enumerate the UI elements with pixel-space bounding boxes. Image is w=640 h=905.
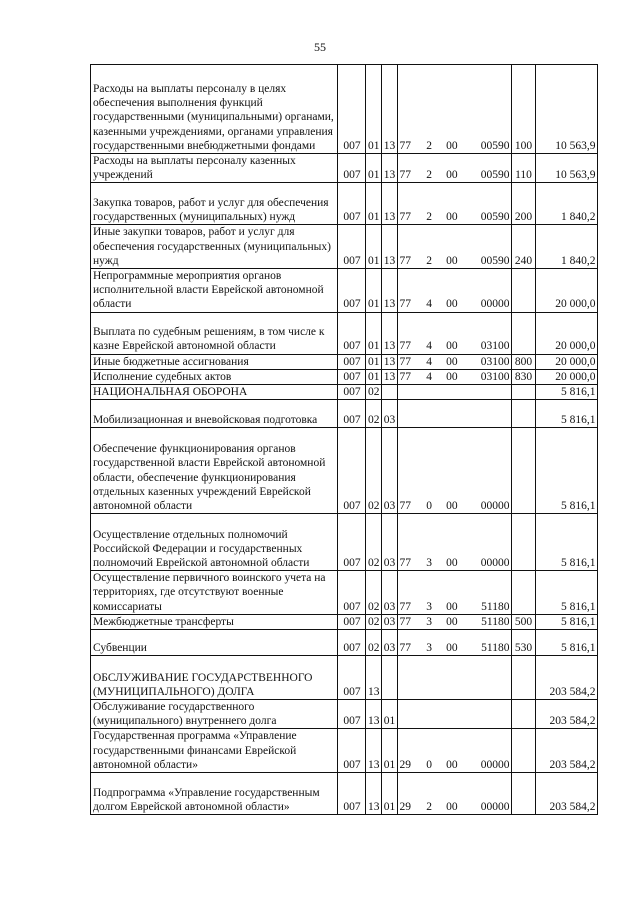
code-subprogram: 4 (426, 298, 433, 311)
code-program: 77 (399, 600, 411, 613)
row-section-code: 01 (366, 354, 382, 369)
code-subprogram: 3 (426, 600, 433, 613)
table-row (91, 656, 598, 700)
row-target-article-code (397, 312, 511, 354)
row-amount: 20 000,0 (535, 312, 597, 354)
table-row (91, 630, 598, 656)
code-group: 00 (446, 557, 458, 570)
row-target-article-code (397, 183, 511, 225)
row-section-code: 01 (366, 154, 382, 183)
row-name: Государственная программа «Управление государственными финансами Еврейской автономной области» (91, 729, 338, 773)
row-subsection-code: 13 (381, 369, 397, 384)
row-grbs-code: 007 (338, 183, 366, 225)
code-program: 77 (399, 340, 411, 353)
code-subprogram: 3 (426, 615, 433, 628)
row-expense-type-code: 500 (511, 614, 535, 629)
code-group: 00 (446, 340, 458, 353)
row-name: Осуществление первичного воинского учета на территориях, где отсутствуют военные комиссариаты (91, 571, 338, 615)
code-subprogram: 2 (426, 211, 433, 224)
code-group: 00 (446, 500, 458, 513)
row-name: Обслуживание государственного (муниципального) внутреннего долга (91, 700, 338, 729)
row-section-code: 02 (366, 571, 382, 615)
row-amount: 203 584,2 (535, 729, 597, 773)
code-direction: 00000 (480, 557, 510, 570)
row-grbs-code: 007 (338, 571, 366, 615)
row-amount: 20 000,0 (535, 354, 597, 369)
table-row (91, 65, 598, 154)
row-section-code: 13 (366, 700, 382, 729)
table-row (91, 773, 598, 815)
row-name: Иные закупки товаров, работ и услуг для обеспечения государственных (муниципальных) нужд (91, 225, 338, 269)
row-target-article-code (397, 154, 511, 183)
row-subsection-code (381, 656, 397, 700)
row-amount: 1 840,2 (535, 183, 597, 225)
code-program: 29 (399, 758, 411, 771)
code-subprogram: 2 (426, 254, 433, 267)
row-name: ОБСЛУЖИВАНИЕ ГОСУДАРСТВЕННОГО (МУНИЦИПАЛЬНОГО) ДОЛГА (91, 656, 338, 700)
row-amount: 5 816,1 (535, 514, 597, 571)
row-subsection-code: 03 (381, 428, 397, 514)
page-number: 55 (314, 40, 326, 54)
code-subprogram: 0 (426, 500, 433, 513)
code-program: 77 (399, 211, 411, 224)
row-subsection-code: 01 (381, 700, 397, 729)
row-section-code: 01 (366, 269, 382, 313)
code-program: 77 (399, 557, 411, 570)
code-subprogram: 2 (426, 139, 433, 152)
row-name: Закупка товаров, работ и услуг для обеспечения государственных (муниципальных) нужд (91, 183, 338, 225)
code-direction: 00590 (480, 211, 510, 224)
row-subsection-code: 13 (381, 354, 397, 369)
row-name: Подпрограмма «Управление государственным долгом Еврейской автономной области» (91, 773, 338, 815)
code-direction: 00590 (480, 139, 510, 152)
row-grbs-code: 007 (338, 428, 366, 514)
row-subsection-code: 13 (381, 269, 397, 313)
row-grbs-code: 007 (338, 656, 366, 700)
row-target-article-code (397, 656, 511, 700)
row-amount: 5 816,1 (535, 400, 597, 428)
code-subprogram: 3 (426, 641, 433, 654)
row-section-code: 02 (366, 614, 382, 629)
row-expense-type-code: 530 (511, 630, 535, 656)
row-name: Исполнение судебных актов (91, 369, 338, 384)
row-target-article-code (397, 385, 511, 400)
row-name: Осуществление отдельных полномочий Российской Федерации и государственных полномочий Еврейской автономной области (91, 514, 338, 571)
row-section-code: 02 (366, 630, 382, 656)
code-group: 00 (446, 254, 458, 267)
row-subsection-code: 13 (381, 65, 397, 154)
code-direction: 51180 (481, 641, 510, 654)
row-name: Межбюджетные трансферты (91, 614, 338, 629)
code-program: 29 (399, 800, 411, 813)
code-subprogram: 2 (426, 169, 433, 182)
row-expense-type-code (511, 385, 535, 400)
row-section-code: 02 (366, 514, 382, 571)
row-expense-type-code (511, 312, 535, 354)
row-target-article-code (397, 514, 511, 571)
row-subsection-code: 01 (381, 729, 397, 773)
code-direction: 00000 (480, 298, 510, 311)
table-row (91, 729, 598, 773)
row-name: Расходы на выплаты персоналу в целях обеспечения выполнения функций государственными (муниципальными) органами, казенными учреждениями, органами управления государственными внебюджетными фондами (91, 65, 338, 154)
row-grbs-code: 007 (338, 225, 366, 269)
code-direction: 00590 (480, 169, 510, 182)
code-group: 00 (446, 355, 458, 368)
row-grbs-code: 007 (338, 400, 366, 428)
row-grbs-code: 007 (338, 269, 366, 313)
row-target-article-code (397, 65, 511, 154)
code-subprogram: 4 (426, 370, 433, 383)
row-amount: 203 584,2 (535, 700, 597, 729)
row-expense-type-code (511, 269, 535, 313)
table-row (91, 571, 598, 615)
code-group: 00 (446, 211, 458, 224)
row-name: Субвенции (91, 630, 338, 656)
row-target-article-code (397, 269, 511, 313)
row-subsection-code: 13 (381, 312, 397, 354)
row-grbs-code: 007 (338, 385, 366, 400)
code-group: 00 (446, 615, 458, 628)
table-row (91, 700, 598, 729)
row-section-code: 01 (366, 225, 382, 269)
row-section-code: 01 (366, 183, 382, 225)
row-expense-type-code (511, 656, 535, 700)
row-section-code: 13 (366, 773, 382, 815)
row-amount: 203 584,2 (535, 773, 597, 815)
row-target-article-code (397, 700, 511, 729)
row-section-code: 02 (366, 428, 382, 514)
code-subprogram: 2 (426, 800, 433, 813)
row-section-code: 13 (366, 656, 382, 700)
row-name: НАЦИОНАЛЬНАЯ ОБОРОНА (91, 385, 338, 400)
row-expense-type-code (511, 428, 535, 514)
row-target-article-code (397, 225, 511, 269)
table-row (91, 400, 598, 428)
table-row (91, 514, 598, 571)
row-name: Мобилизационная и вневойсковая подготовка (91, 400, 338, 428)
row-amount: 1 840,2 (535, 225, 597, 269)
code-program: 77 (399, 139, 411, 152)
code-group: 00 (446, 641, 458, 654)
row-target-article-code (397, 571, 511, 615)
row-grbs-code: 007 (338, 614, 366, 629)
row-name: Расходы на выплаты персоналу казенных учреждений (91, 154, 338, 183)
row-grbs-code: 007 (338, 154, 366, 183)
row-target-article-code (397, 773, 511, 815)
row-section-code: 02 (366, 385, 382, 400)
code-subprogram: 3 (426, 557, 433, 570)
row-grbs-code: 007 (338, 514, 366, 571)
row-expense-type-code: 110 (511, 154, 535, 183)
row-subsection-code: 01 (381, 773, 397, 815)
row-grbs-code: 007 (338, 729, 366, 773)
row-amount: 5 816,1 (535, 614, 597, 629)
row-name: Выплата по судебным решениям, в том числе к казне Еврейской автономной области (91, 312, 338, 354)
row-grbs-code: 007 (338, 65, 366, 154)
table-row (91, 428, 598, 514)
row-subsection-code: 13 (381, 225, 397, 269)
code-group: 00 (446, 298, 458, 311)
row-subsection-code: 03 (381, 514, 397, 571)
row-expense-type-code (511, 700, 535, 729)
row-subsection-code: 03 (381, 614, 397, 629)
code-subprogram: 4 (426, 340, 433, 353)
row-amount: 20 000,0 (535, 269, 597, 313)
row-section-code: 01 (366, 369, 382, 384)
row-section-code: 01 (366, 65, 382, 154)
code-program: 77 (399, 615, 411, 628)
row-section-code: 01 (366, 312, 382, 354)
row-target-article-code (397, 428, 511, 514)
budget-table (90, 64, 598, 815)
row-target-article-code (397, 354, 511, 369)
row-amount: 10 563,9 (535, 65, 597, 154)
table-row (91, 269, 598, 313)
row-amount: 5 816,1 (535, 428, 597, 514)
row-subsection-code: 03 (381, 630, 397, 656)
code-direction: 51180 (481, 615, 510, 628)
row-expense-type-code: 240 (511, 225, 535, 269)
code-group: 00 (446, 600, 458, 613)
table-row (91, 385, 598, 400)
table-row (91, 154, 598, 183)
code-direction: 00000 (480, 800, 510, 813)
table-row (91, 225, 598, 269)
row-amount: 5 816,1 (535, 630, 597, 656)
code-group: 00 (446, 139, 458, 152)
row-expense-type-code: 100 (511, 65, 535, 154)
row-amount: 5 816,1 (535, 571, 597, 615)
row-target-article-code (397, 729, 511, 773)
row-expense-type-code (511, 773, 535, 815)
row-grbs-code: 007 (338, 773, 366, 815)
code-program: 77 (399, 254, 411, 267)
code-group: 00 (446, 169, 458, 182)
code-subprogram: 0 (426, 758, 433, 771)
row-expense-type-code (511, 400, 535, 428)
code-program: 77 (399, 641, 411, 654)
row-subsection-code: 13 (381, 183, 397, 225)
code-direction: 00000 (480, 500, 510, 513)
row-expense-type-code (511, 514, 535, 571)
row-target-article-code (397, 369, 511, 384)
row-expense-type-code: 830 (511, 369, 535, 384)
row-amount: 20 000,0 (535, 369, 597, 384)
row-subsection-code: 03 (381, 571, 397, 615)
code-direction: 03100 (480, 340, 510, 353)
row-subsection-code: 13 (381, 154, 397, 183)
code-program: 77 (399, 169, 411, 182)
row-name: Иные бюджетные ассигнования (91, 354, 338, 369)
code-group: 00 (446, 800, 458, 813)
row-grbs-code: 007 (338, 700, 366, 729)
row-grbs-code: 007 (338, 630, 366, 656)
row-target-article-code (397, 614, 511, 629)
row-grbs-code: 007 (338, 354, 366, 369)
row-amount: 203 584,2 (535, 656, 597, 700)
row-expense-type-code (511, 571, 535, 615)
table-row (91, 614, 598, 629)
row-subsection-code (381, 385, 397, 400)
row-target-article-code (397, 630, 511, 656)
code-program: 77 (399, 500, 411, 513)
row-section-code: 13 (366, 729, 382, 773)
row-expense-type-code: 800 (511, 354, 535, 369)
row-grbs-code: 007 (338, 312, 366, 354)
table-row (91, 354, 598, 369)
row-subsection-code: 03 (381, 400, 397, 428)
code-program: 77 (399, 298, 411, 311)
code-group: 00 (446, 758, 458, 771)
row-grbs-code: 007 (338, 369, 366, 384)
code-direction: 00590 (480, 254, 510, 267)
code-direction: 03100 (480, 355, 510, 368)
code-program: 77 (399, 370, 411, 383)
row-amount: 10 563,9 (535, 154, 597, 183)
code-direction: 00000 (480, 758, 510, 771)
code-direction: 03100 (480, 370, 510, 383)
code-program: 77 (399, 355, 411, 368)
row-name: Непрограммные мероприятия органов исполнительной власти Еврейской автономной области (91, 269, 338, 313)
row-section-code: 02 (366, 400, 382, 428)
code-group: 00 (446, 370, 458, 383)
table-row (91, 312, 598, 354)
table-row (91, 183, 598, 225)
row-expense-type-code (511, 729, 535, 773)
row-name: Обеспечение функционирования органов государственной власти Еврейской автономной области, обеспечение функционирования отдельных казенных учреждений Еврейской автономной области (91, 428, 338, 514)
table-row (91, 369, 598, 384)
code-direction: 51180 (481, 600, 510, 613)
code-subprogram: 4 (426, 355, 433, 368)
row-amount: 5 816,1 (535, 385, 597, 400)
row-expense-type-code: 200 (511, 183, 535, 225)
row-target-article-code (397, 400, 511, 428)
